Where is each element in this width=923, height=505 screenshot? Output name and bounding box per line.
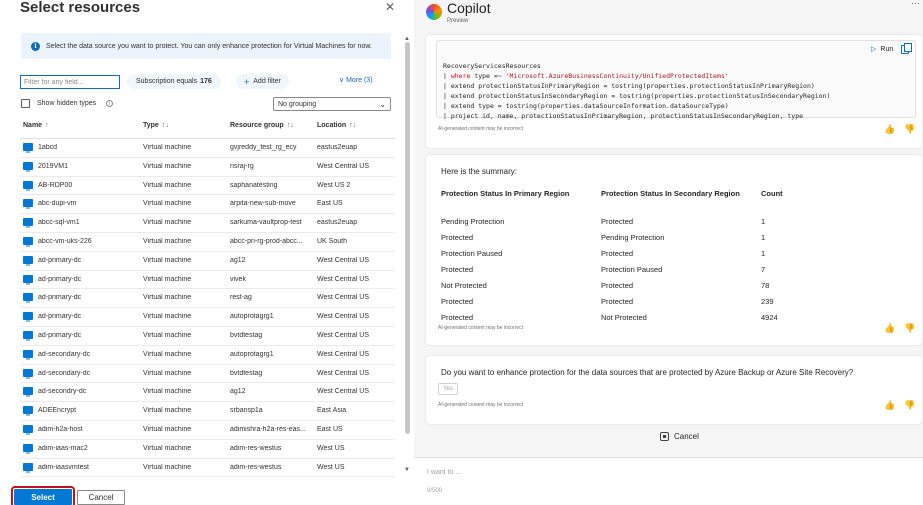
summary-cell-count: 7 (761, 265, 766, 274)
grouping-dropdown[interactable] (273, 97, 391, 111)
cell-name: adim-iaasvmtest (38, 463, 89, 471)
more-chevron-icon: ∨ (339, 77, 347, 84)
summary-intro: Here is the summary: (441, 167, 518, 176)
summary-header-count: Count (761, 189, 783, 198)
cell-name: abcc-sql-vm1 (38, 219, 80, 227)
cell-location: West Central US (317, 369, 369, 377)
cell-location: West Central US (317, 388, 369, 396)
virtual-machine-icon (23, 350, 33, 358)
copilot-panel (414, 0, 923, 505)
cell-type: Virtual machine (143, 331, 192, 339)
summary-cell-primary: Protected (441, 297, 474, 306)
query-card (426, 35, 922, 148)
table-row[interactable] (20, 402, 395, 421)
table-row[interactable] (20, 214, 395, 233)
code-line: | extend protectionStatusInSecondaryRegion = tostring(properties.protectionStatusInSecondaryRegion) (443, 92, 831, 100)
code-line: | extend protectionStatusInPrimaryRegion = tostring(properties.protectionStatusInPrimaryRegion) (443, 82, 815, 90)
cell-type: Virtual machine (143, 388, 192, 396)
summary-cell-primary: Protected (441, 233, 474, 242)
virtual-machine-icon (23, 181, 33, 189)
copy-icon[interactable] (901, 45, 909, 54)
select-button[interactable]: Select (14, 489, 72, 505)
copilot-subtitle: Preview (447, 18, 469, 24)
more-filters-label: More (3) (346, 77, 373, 84)
summary-cell-count: 1 (761, 249, 766, 258)
show-hidden-types-label: Show hidden types (37, 100, 97, 107)
cell-location: eastus2euap (317, 144, 358, 151)
virtual-machine-icon (23, 387, 33, 395)
cell-location: West US 2 (317, 181, 351, 189)
add-filter-icon: + (244, 76, 250, 87)
subscription-filter-pill[interactable] (127, 74, 221, 89)
summary-cell-secondary: Protection Paused (601, 265, 663, 274)
sort-icon: ↑↓ (161, 122, 169, 129)
cell-name: ADEEncrypt (38, 407, 77, 415)
virtual-machine-icon (23, 162, 33, 170)
yes-button[interactable]: Yes (438, 383, 458, 395)
summary-cell-secondary: Protected (601, 281, 634, 290)
table-row[interactable] (20, 327, 395, 346)
cell-resource-group: bvtdtestag (230, 369, 263, 377)
cell-location: West US (317, 463, 345, 471)
cell-location: East Asia (317, 407, 347, 415)
table-row[interactable] (20, 421, 395, 440)
virtual-machine-icon (23, 425, 33, 433)
table-row[interactable] (20, 383, 395, 402)
copilot-logo-icon (426, 4, 442, 20)
cell-type: Virtual machine (143, 219, 192, 227)
table-row[interactable] (20, 233, 395, 252)
run-label: Run (880, 46, 894, 53)
code-line: | project id, name, protectionStatusInPrimaryRegion, protectionStatusInSecondaryRegion, type (443, 112, 804, 120)
add-filter-label: Add filter (253, 78, 281, 85)
cell-location: West Central US (317, 275, 369, 283)
chat-input-placeholder: I want to ... (427, 469, 462, 476)
virtual-machine-icon (23, 331, 33, 339)
cell-resource-group: adimishra-h2a-res-eas... (230, 425, 306, 433)
cell-name: 1abcd (38, 144, 58, 151)
cell-type: Virtual machine (143, 425, 192, 433)
virtual-machine-icon (23, 293, 33, 301)
cell-name: ad-primary-dc (38, 294, 82, 302)
scroll-up-icon[interactable]: ▲ (404, 36, 410, 42)
cell-location: West Central US (317, 162, 369, 170)
cell-type: Virtual machine (143, 237, 192, 245)
query-code (443, 61, 830, 121)
virtual-machine-icon (23, 463, 33, 471)
cell-resource-group: sarkuma-vaultprop-test (230, 219, 302, 227)
summary-row (441, 297, 861, 313)
resource-table-body (20, 139, 395, 477)
chat-input-char-count: 0/500 (427, 488, 443, 494)
table-row[interactable] (20, 195, 395, 214)
cell-name: 2019VM1 (38, 162, 68, 170)
cell-name: AB-RDP00 (38, 181, 73, 189)
column-header-name[interactable]: Name ↑ (23, 122, 49, 129)
cell-name: ad-secondary-dc (38, 369, 91, 377)
grouping-value: No grouping (278, 100, 317, 108)
stop-icon (660, 432, 669, 441)
code-line: | extend type = tostring(properties.dataSourceInformation.dataSourceType) (443, 102, 729, 110)
table-row[interactable] (20, 252, 395, 271)
table-row[interactable] (20, 459, 395, 478)
cell-name: ad-secondary-dc (38, 350, 91, 358)
cell-type: Virtual machine (143, 369, 192, 377)
filter-input[interactable] (20, 75, 120, 89)
cell-name: ad-primary-dc (38, 313, 82, 321)
cell-type: Virtual machine (143, 294, 192, 302)
more-options-icon[interactable]: ··· (911, 0, 920, 8)
summary-cell-primary: Protection Paused (441, 249, 503, 258)
summary-cell-secondary: Protected (601, 217, 634, 226)
cell-type: Virtual machine (143, 444, 192, 452)
ai-disclaimer: AI-generated content may be incorrect (438, 325, 524, 331)
cell-resource-group: autoprotagrg1 (230, 350, 274, 358)
sort-icon: ↑↓ (349, 122, 357, 129)
info-banner-text: Select the data source you want to protect. You can only enhance protection for Virtual Machines for now. (46, 42, 372, 50)
summary-cell-secondary: Not Protected (601, 313, 647, 322)
virtual-machine-icon (23, 143, 33, 151)
chat-input[interactable] (414, 457, 923, 505)
virtual-machine-icon (23, 369, 33, 377)
cell-resource-group: vivek (230, 275, 246, 283)
scroll-down-icon[interactable]: ▼ (404, 467, 410, 473)
cell-location: West Central US (317, 350, 369, 358)
subscription-count: 176 (200, 78, 212, 85)
cell-resource-group: bvtdtestag (230, 331, 263, 339)
code-block (436, 40, 916, 118)
cell-type: Virtual machine (143, 313, 192, 321)
copilot-cancel-button[interactable] (660, 432, 699, 441)
cell-type: Virtual machine (143, 200, 192, 208)
cell-resource-group: autoprotagrg1 (230, 313, 274, 321)
scrollbar-thumb[interactable] (405, 42, 410, 434)
thumbs-down-icon[interactable]: 👎 (904, 124, 916, 134)
virtual-machine-icon (23, 444, 33, 452)
code-line: | where type =~ 'Microsoft.AzureBusinessContinuity/UnifiedProtectedItems' (443, 72, 729, 80)
cell-resource-group: adim-res-westus (230, 444, 282, 452)
cell-type: Virtual machine (143, 463, 192, 471)
cell-name: abc-dupi-vm (38, 200, 77, 208)
table-row[interactable] (20, 289, 395, 308)
close-icon[interactable]: ✕ (385, 0, 396, 14)
summary-cell-count: 78 (761, 281, 770, 290)
summary-row (441, 249, 861, 265)
summary-cell-secondary: Protected (601, 249, 634, 258)
show-hidden-types-checkbox[interactable] (21, 99, 30, 108)
summary-cell-primary: Pending Protection (441, 217, 505, 226)
cell-location: West US (317, 444, 345, 452)
cell-resource-group: risraj-rg (230, 162, 254, 170)
thumbs-up-icon[interactable]: 👍 (884, 124, 896, 134)
ai-disclaimer: AI-generated content may be incorrect (438, 402, 524, 408)
cell-location: West Central US (317, 313, 369, 321)
cell-resource-group: abcc-pri-rg-prod-abcc... (230, 237, 303, 245)
panel-title: Select resources (20, 0, 141, 16)
sort-icon: ↑ (45, 122, 49, 129)
summary-row (441, 233, 861, 249)
cell-resource-group: rest-ag (230, 294, 252, 302)
column-header-resource-group[interactable]: Resource group ↑↓ (230, 122, 294, 129)
virtual-machine-icon (23, 406, 33, 414)
more-filters-link[interactable] (339, 76, 373, 84)
table-row[interactable] (20, 177, 395, 196)
cell-name: abcc-vm-uks-226 (38, 237, 92, 245)
select-resources-panel (0, 0, 412, 505)
sort-icon: ↑↓ (286, 122, 294, 129)
cell-location: UK South (317, 237, 347, 245)
virtual-machine-icon (23, 275, 33, 283)
thumbs-up-icon[interactable]: 👍 (884, 323, 896, 333)
column-header-type[interactable]: Type ↑↓ (143, 122, 169, 129)
cell-type: Virtual machine (143, 162, 192, 170)
summary-cell-secondary: Pending Protection (601, 233, 665, 242)
column-header-location[interactable]: Location ↑↓ (317, 122, 357, 129)
cell-location: West Central US (317, 294, 369, 302)
virtual-machine-icon (23, 256, 33, 264)
summary-cell-secondary: Protected (601, 297, 634, 306)
summary-row (441, 265, 861, 281)
summary-cell-primary: Protected (441, 313, 474, 322)
add-filter-button[interactable] (236, 74, 289, 89)
virtual-machine-icon (23, 312, 33, 320)
run-button[interactable] (871, 45, 893, 53)
cell-name: ad-primary-dc (38, 275, 82, 283)
table-row[interactable] (20, 139, 395, 158)
cell-type: Virtual machine (143, 144, 192, 151)
summary-header-secondary: Protection Status In Secondary Region (601, 189, 740, 198)
cell-resource-group: ag12 (230, 388, 246, 396)
copilot-cancel-label: Cancel (674, 432, 699, 441)
cell-location: eastus2euap (317, 219, 358, 227)
table-row[interactable] (20, 158, 395, 177)
table-row[interactable] (20, 346, 395, 365)
cell-resource-group: gvjreddy_test_rg_ecy (230, 144, 297, 151)
cell-location: East US (317, 200, 343, 208)
cell-type: Virtual machine (143, 256, 192, 264)
virtual-machine-icon (23, 199, 33, 207)
virtual-machine-icon (23, 218, 33, 226)
enhance-protection-question: Do you want to enhance protection for the data sources that are protected by Azure Backup or Azure Site Recovery? (441, 368, 854, 377)
cancel-button[interactable]: Cancel (77, 490, 125, 505)
cell-resource-group: adim-res-westus (230, 463, 282, 471)
subscription-filter-label: Subscription equals (136, 78, 198, 85)
summary-cell-count: 4924 (761, 313, 778, 322)
cell-name: ad-primary-dc (38, 331, 82, 339)
code-line: RecoveryServicesResources (443, 62, 541, 70)
cell-location: West Central US (317, 331, 369, 339)
thumbs-down-icon[interactable]: 👎 (904, 323, 916, 333)
thumbs-up-icon[interactable]: 👍 (884, 400, 896, 410)
summary-row (441, 281, 861, 297)
summary-cell-count: 1 (761, 217, 766, 226)
cell-name: ad-secondry-dc (38, 388, 87, 396)
summary-cell-primary: Protected (441, 265, 474, 274)
info-banner (21, 33, 391, 59)
table-row[interactable] (20, 440, 395, 459)
summary-card (426, 155, 922, 345)
cell-location: East US (317, 425, 343, 433)
cell-name: ad-primary-dc (38, 256, 82, 264)
table-header (20, 122, 395, 136)
ai-disclaimer: AI-generated content may be incorrect (438, 126, 524, 132)
table-row[interactable] (20, 271, 395, 290)
cell-resource-group: saphanatesting (230, 181, 278, 189)
summary-header-primary: Protection Status In Primary Region (441, 189, 570, 198)
cell-name: adim-iaas-mac2 (38, 444, 88, 452)
table-row[interactable] (20, 308, 395, 327)
cell-resource-group: srbansp1a (230, 407, 263, 415)
cell-type: Virtual machine (143, 407, 192, 415)
thumbs-down-icon[interactable]: 👎 (904, 400, 916, 410)
cell-resource-group: arpita-new-sub-move (230, 200, 296, 208)
table-row[interactable] (20, 365, 395, 384)
info-circle-icon[interactable]: i (106, 100, 113, 107)
cell-type: Virtual machine (143, 350, 192, 358)
cell-location: West Central US (317, 256, 369, 264)
play-icon: ▷ (871, 46, 877, 53)
chevron-down-icon: ⌄ (379, 100, 386, 109)
copilot-title: Copilot (447, 0, 491, 16)
summary-cell-primary: Not Protected (441, 281, 487, 290)
virtual-machine-icon (23, 237, 33, 245)
summary-cell-count: 239 (761, 297, 774, 306)
question-card (426, 356, 922, 424)
info-icon: i (31, 42, 40, 51)
cell-name: adim-h2a-host (38, 425, 83, 433)
summary-cell-count: 1 (761, 233, 766, 242)
cell-type: Virtual machine (143, 275, 192, 283)
summary-row (441, 217, 861, 233)
cell-type: Virtual machine (143, 181, 192, 189)
cell-resource-group: ag12 (230, 256, 246, 264)
